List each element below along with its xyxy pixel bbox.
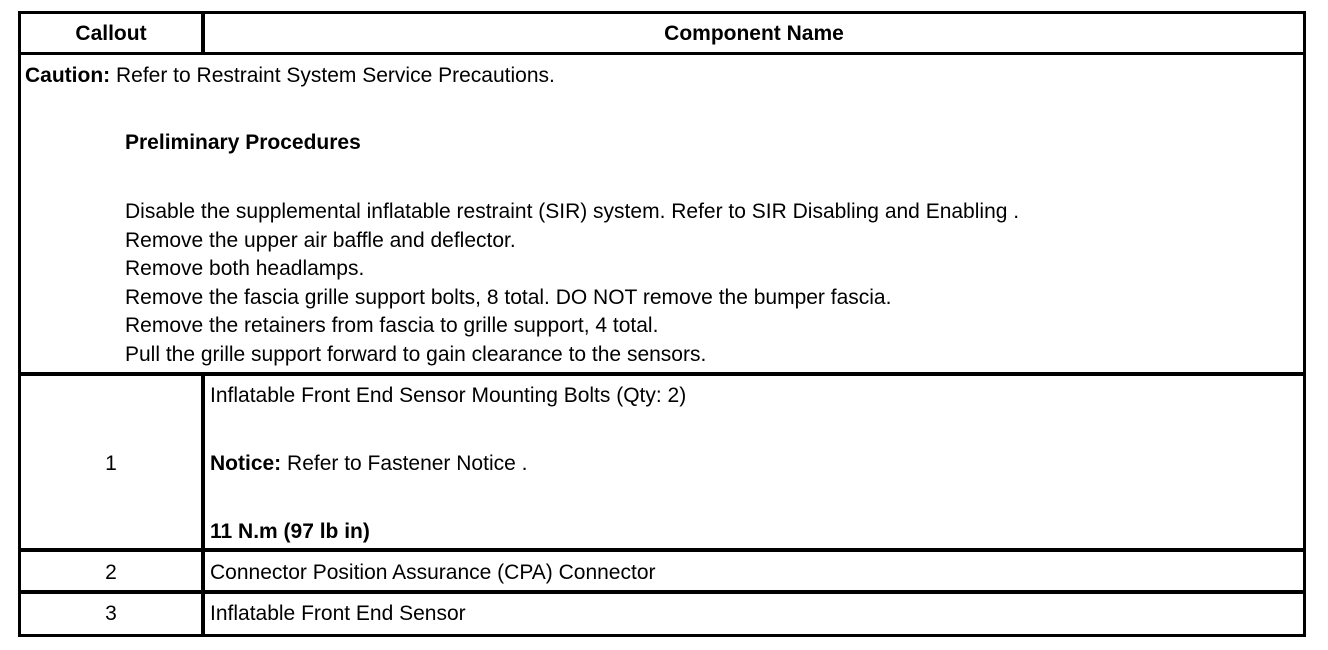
row2-component-name: Connector Position Assurance (CPA) Connector bbox=[210, 561, 656, 584]
step-5: Remove the retainers from fascia to grille support, 4 total. bbox=[125, 314, 659, 337]
notice-label: Notice: bbox=[210, 452, 282, 475]
row2-callout: 2 bbox=[105, 561, 117, 584]
header-component-name: Component Name bbox=[664, 22, 844, 45]
row1-callout: 1 bbox=[105, 452, 117, 475]
caution-label: Caution: bbox=[25, 64, 111, 87]
step-3: Remove both headlamps. bbox=[125, 257, 365, 280]
column-divider-rows bbox=[201, 373, 205, 637]
table-border-left bbox=[18, 11, 21, 637]
notice-text: Refer to Fastener Notice . bbox=[281, 452, 528, 475]
table-border-right bbox=[1303, 11, 1306, 637]
preliminary-separator bbox=[18, 372, 1306, 376]
row3-component-name: Inflatable Front End Sensor bbox=[210, 602, 466, 625]
table-border-top bbox=[18, 11, 1306, 14]
preliminary-heading: Preliminary Procedures bbox=[125, 131, 361, 154]
row1-separator bbox=[18, 548, 1306, 552]
row1-torque: 11 N.m (97 lb in) bbox=[210, 520, 370, 543]
table-border-bottom bbox=[18, 634, 1306, 637]
step-6: Pull the grille support forward to gain clearance to the sensors. bbox=[125, 343, 707, 366]
row1-component-name: Inflatable Front End Sensor Mounting Bolts (Qty: 2) bbox=[210, 384, 687, 407]
step-1: Disable the supplemental inflatable restraint (SIR) system. Refer to SIR Disabling and Enabling . bbox=[125, 200, 1020, 223]
step-4: Remove the fascia grille support bolts, 8 total. DO NOT remove the bumper fascia. bbox=[125, 286, 892, 309]
header-separator bbox=[18, 52, 1306, 55]
row3-callout: 3 bbox=[105, 602, 117, 625]
step-2: Remove the upper air baffle and deflector. bbox=[125, 229, 516, 252]
caution-text: Refer to Restraint System Service Precautions. bbox=[110, 64, 555, 87]
caution-line bbox=[25, 64, 555, 88]
row1-notice bbox=[210, 452, 527, 476]
row2-separator bbox=[18, 590, 1306, 594]
component-table bbox=[18, 11, 1306, 637]
header-callout: Callout bbox=[75, 22, 147, 45]
